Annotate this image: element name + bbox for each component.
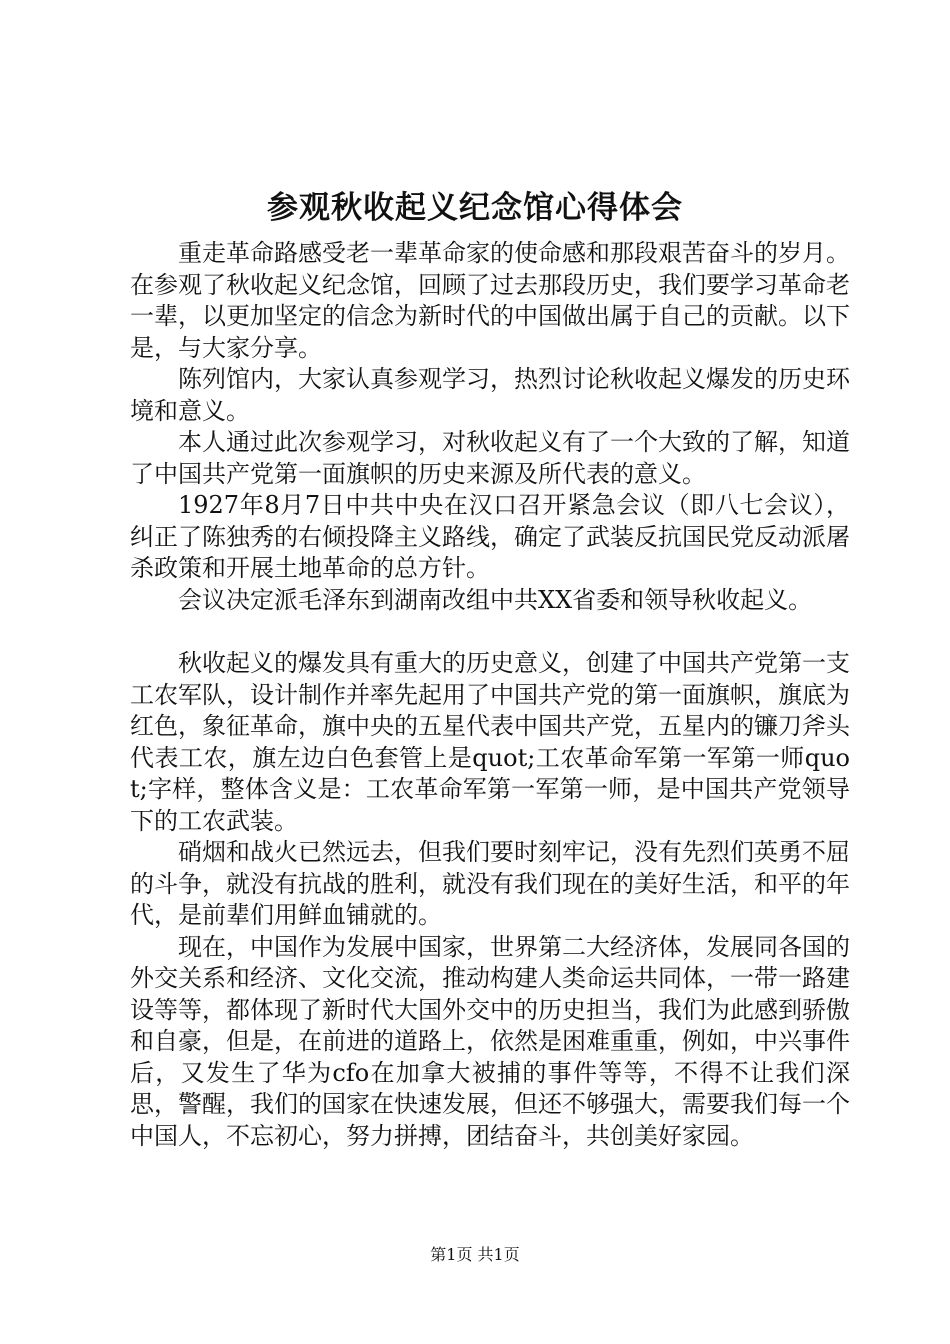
paragraph-understanding: 本人通过此次参观学习，对秋收起义有了一个大致的了解，知道了中国共产党第一面旗帜的历史来源及所代表的意义。 — [130, 428, 850, 488]
document-title: 参观秋收起义纪念馆心得体会 — [267, 190, 683, 226]
page-number: 第1页 共1页 — [430, 1245, 520, 1264]
paragraph-meeting-decision: 会议决定派毛泽东到湖南改组中共XX省委和领导秋收起义。 — [178, 585, 813, 614]
paragraph-intro: 重走革命路感受老一辈革命家的使命感和那段艰苦奋斗的岁月。在参观了秋收起义纪念馆，回顾了过去那段历史，我们要学习革命老一辈，以更加坚定的信念为新时代的中国做出属于自己的贡献。以下是，与大家分享。 — [130, 239, 850, 362]
paragraph-spacer — [130, 616, 850, 648]
paragraph-august-seventh-meeting: 1927年8月7日中共中央在汉口召开紧急会议（即八七会议），纠正了陈独秀的右倾投降主义路线，确定了武装反抗国民党反动派屠杀政策和开展土地革命的总方针。 — [130, 491, 850, 582]
paragraph-exhibition: 陈列馆内，大家认真参观学习，热烈讨论秋收起义爆发的历史环境和意义。 — [130, 365, 850, 425]
paragraph-significance: 秋收起义的爆发具有重大的历史意义，创建了中国共产党第一支工农军队，设计制作并率先起用了中国共产党的第一面旗帜，旗底为红色，象征革命，旗中央的五星代表中国共产党，五星内的镰刀斧头代表工农，旗左边白色套管上是quot;工农革命军第一军第一师quot;字样，整体含义是：工农革命军第一军第一师，是中国共产党领导下的工农武装。 — [130, 649, 850, 835]
paragraph-remembrance: 硝烟和战火已然远去，但我们要时刻牢记，没有先烈们英勇不屈的斗争，就没有抗战的胜利，就没有我们现在的美好生活，和平的年代，是前辈们用鲜血铺就的。 — [130, 838, 850, 929]
document-body — [130, 238, 850, 1152]
paragraph-present-day: 现在，中国作为发展中国家，世界第二大经济体，发展同各国的外交关系和经济、文化交流，推动构建人类命运共同体，一带一路建设等等，都体现了新时代大国外交中的历史担当，我们为此感到骄傲和自豪，但是，在前进的道路上，依然是困难重重，例如，中兴事件后，又发生了华为cfo在加拿大被捕的事件等等，不得不让我们深思，警醒，我们的国家在快速发展，但还不够强大，需要我们每一个中国人，不忘初心，努力拼搏，团结奋斗，共创美好家园。 — [130, 932, 850, 1150]
